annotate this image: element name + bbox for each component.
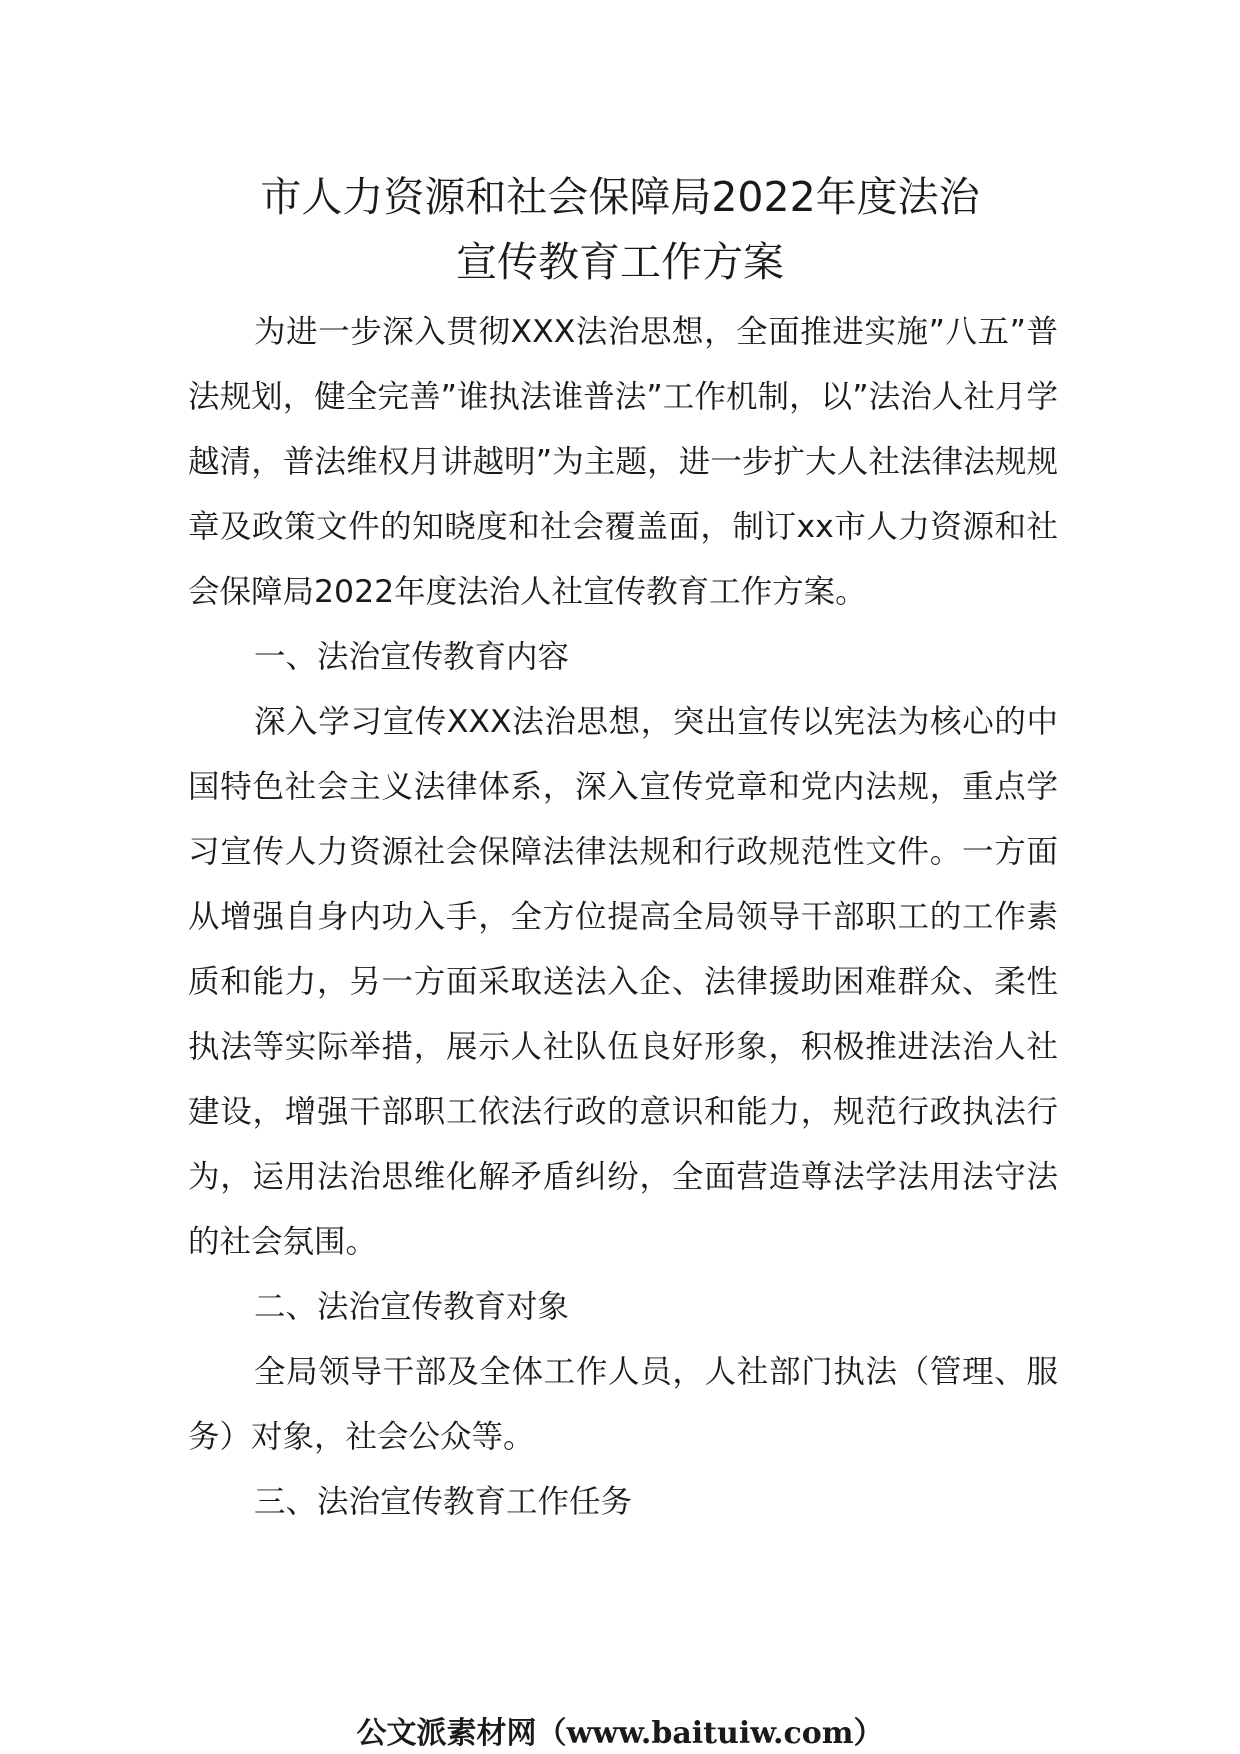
- title-line-1: 市人力资源和社会保障局2022年度法治: [260, 173, 980, 221]
- section-heading-2: 二、法治宣传教育对象: [254, 1289, 570, 1325]
- section-1-paragraph: 深入学习宣传XXX法治思想，突出宣传以宪法为核心的中国特色社会主义法律体系，深入宣传党章和党内法规，重点学习宣传人力资源社会保障法律法规和行政规范性文件。一方面从增强自身内功入手，全方位提高全局领导干部职工的工作素质和能力，另一方面采取送法入企、法律援助困难群众、柔性执法等实际举措，展示人社队伍良好形象，积极推进法治人社建设，增强干部职工依法行政的意识和能力，规范行政执法行为，运用法治思维化解矛盾纠纷，全面营造尊法学法用法守法的社会氛围。: [188, 704, 1058, 1260]
- section-heading-3: 三、法治宣传教育工作任务: [254, 1484, 633, 1520]
- section-2-paragraph: 全局领导干部及全体工作人员，人社部门执法（管理、服务）对象，社会公众等。: [188, 1354, 1058, 1455]
- footer-watermark: 公文派素材网（www.baituiw.com）: [356, 1716, 884, 1751]
- title-line-2: 宣传教育工作方案: [456, 238, 784, 286]
- section-heading-1: 一、法治宣传教育内容: [254, 639, 570, 675]
- document-title: [150, 165, 1090, 295]
- intro-paragraph: 为进一步深入贯彻XXX法治思想，全面推进实施”八五”普法规划，健全完善”谁执法谁普法”工作机制，以”法治人社月学越清，普法维权月讲越明”为主题，进一步扩大人社法律法规规章及政策文件的知晓度和社会覆盖面，制订xx市人力资源和社会保障局2022年度法治人社宣传教育工作方案。: [188, 314, 1058, 610]
- document-body: [188, 300, 1058, 1535]
